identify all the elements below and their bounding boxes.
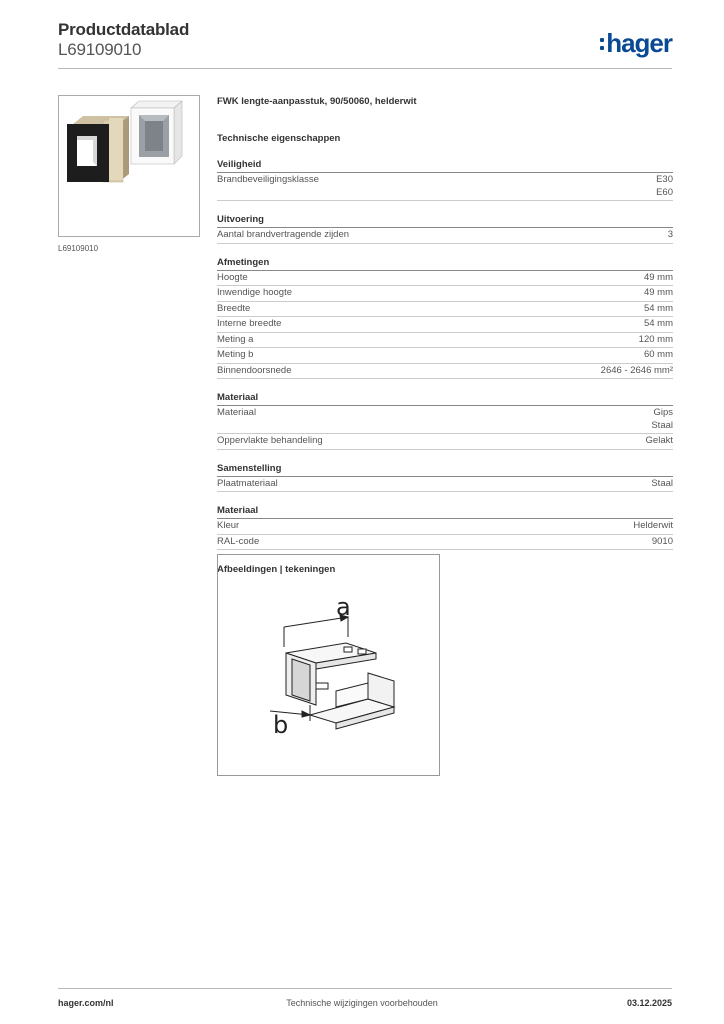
spec-row (217, 364, 673, 380)
spec-row (217, 519, 673, 535)
spec-label: RAL-code (217, 535, 260, 547)
product-photo (58, 95, 200, 237)
spec-value-line: 49 mm (643, 287, 673, 298)
product-photo-image (59, 96, 199, 236)
spec-label: Meting a (217, 333, 254, 345)
dimension-label-b: b (273, 711, 289, 739)
footer-divider (58, 988, 672, 989)
spec-value (644, 272, 673, 285)
photo-caption: L69109010 (58, 244, 99, 253)
images-heading: Afbeeldingen | tekeningen (217, 564, 336, 575)
spec-value-line: 2646 - 2646 mm² (600, 364, 673, 376)
spec-value (644, 349, 673, 362)
product-name: FWK lengte-aanpasstuk, 90/50060, helderwit (217, 96, 417, 107)
spec-row (217, 535, 673, 551)
spec-value (668, 229, 673, 242)
spec-value-line: E60 (656, 186, 673, 198)
spec-value (633, 520, 673, 533)
spec-label: Kleur (217, 520, 240, 531)
spec-label: Plaatmateriaal (217, 477, 278, 489)
spec-value-line: 54 mm (643, 302, 673, 314)
spec-label: Interne breedte (217, 318, 282, 329)
header-divider (58, 68, 672, 69)
page-title: Productdatablad (58, 20, 190, 39)
spec-section (217, 257, 673, 380)
spec-value (644, 287, 673, 300)
spec-row (217, 477, 673, 493)
footer-date: 03.12.2025 (626, 998, 672, 1008)
spec-row (217, 228, 673, 244)
spec-label: Binnendoorsnede (217, 364, 292, 376)
spec-section (217, 463, 673, 493)
spec-row (217, 286, 673, 302)
spec-row (217, 434, 673, 450)
spec-value-line: 120 mm (638, 333, 673, 345)
spec-row (217, 348, 673, 364)
spec-label: Inwendige hoogte (217, 287, 293, 298)
spec-value-line: Helderwit (633, 520, 673, 531)
spec-value (652, 536, 673, 549)
spec-panel (217, 96, 673, 575)
spec-label: Aantal brandvertragende zijden (217, 229, 350, 240)
spec-value (601, 365, 673, 378)
spec-value (656, 174, 673, 199)
spec-row (217, 271, 673, 287)
spec-value-line: 49 mm (643, 271, 673, 283)
spec-value-line: Staal (651, 419, 673, 431)
spec-label: Breedte (217, 302, 251, 314)
spec-value (646, 435, 673, 448)
spec-row (217, 173, 673, 201)
section-title: Materiaal (217, 392, 673, 406)
spec-row (217, 406, 673, 434)
spec-section (217, 214, 673, 244)
spec-value-line: Gips (653, 407, 673, 418)
hager-logo (600, 29, 672, 57)
section-title: Veiligheid (217, 159, 673, 173)
spec-sections (217, 159, 673, 550)
spec-section (217, 159, 673, 201)
spec-label: Brandbeveiligingsklasse (217, 174, 319, 185)
spec-row (217, 317, 673, 333)
spec-label: Oppervlakte behandeling (217, 435, 323, 446)
section-title: Afmetingen (217, 257, 673, 271)
section-title: Uitvoering (217, 214, 673, 228)
product-code: L69109010 (58, 40, 142, 59)
technical-drawing (217, 554, 440, 776)
spec-value (644, 303, 673, 316)
spec-value-line: 3 (667, 229, 673, 240)
footer-disclaimer: Technische wijzigingen voorbehouden (286, 998, 438, 1008)
spec-label: Hoogte (217, 271, 248, 283)
spec-section (217, 392, 673, 450)
spec-value-line: Gelakt (645, 435, 673, 446)
spec-value-line: 60 mm (643, 349, 673, 360)
spec-value (651, 478, 673, 491)
spec-section (217, 505, 673, 550)
spec-row (217, 333, 673, 349)
spec-value-line: 9010 (651, 535, 673, 547)
spec-value-line: E30 (656, 174, 673, 185)
spec-value (651, 407, 673, 432)
footer-website-link[interactable]: hager.com/nl (58, 998, 114, 1008)
dimension-label-a: a (336, 593, 351, 621)
section-title: Samenstelling (217, 463, 673, 477)
spec-label: Materiaal (217, 407, 257, 418)
spec-label: Meting b (217, 349, 254, 360)
tech-heading: Technische eigenschappen (217, 133, 341, 144)
spec-value (644, 318, 673, 331)
section-title: Materiaal (217, 505, 673, 519)
spec-value-line: 54 mm (643, 318, 673, 329)
spec-row (217, 302, 673, 318)
spec-value (639, 334, 673, 347)
logo-text: hager (606, 28, 672, 58)
logo-dots-icon (600, 38, 604, 50)
technical-drawing-image (218, 555, 439, 775)
spec-value-line: Staal (651, 477, 673, 489)
